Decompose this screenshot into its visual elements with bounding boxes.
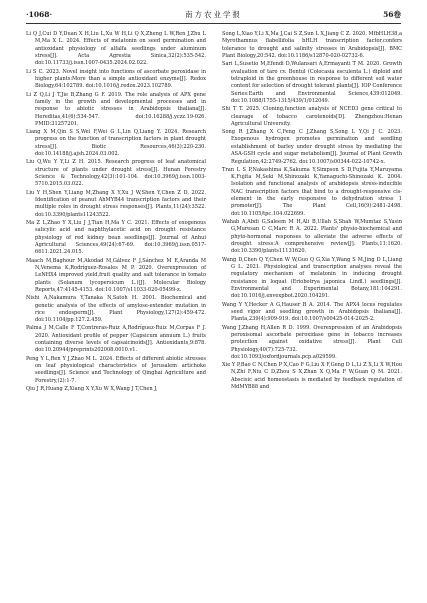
reference-entry: Maach M,Baghour M,Akodad M,Gálvez F J,Sánchez M E,Aranda M N,Venema K,Rodríguez-Rosales M P. 2020. Overexpression of LeNHX4 improved yield,fruit quality and salt tolerance in tomato plants (Solanum lycopersicum L.)[J]. Molecular Biology Reports,47:4145-4153. doi:10.1007/s11033-020-05499-z.	[26, 257, 206, 293]
reference-entry: Song R J,Zhang X C,Feng C J,Zhang S,Song L Y,Qi J C. 2023. Exogenous hydrogen promotes germination and seedling establishment of barley under drought stress by mediating the ASA-GSH cycle and sugar metabolism[J]. Journal of Plant Growth Regulation,42:2749-2762. doi:10.1007/s00344-022-10742-x.	[222, 129, 402, 165]
reference-entry: Qiu J R,Huang Z,Xiang X Y,Xu W X,Wang J T,Chen J,	[26, 385, 158, 392]
reference-entry: Nishi A,Nakamura Y,Tanaka N,Satoh H. 2001. Biochemical and genetic analysis of the effects of amylose-extender mutation in rice endosperm[J]. Plant Physiology,127(2):459-472. doi:10.1104/pp.127.2.459.	[26, 295, 206, 324]
header-rule	[26, 23, 401, 24]
reference-entry: Peng Y L,Ren Y J,Zhao M L. 2024. Effects of different abiotic stresses on leaf physiological characteristics of Jerusalem artichoke seedlings[J]. Science and Technology of Qinghai Agriculture and Forestry,(2):1-7.	[26, 355, 206, 384]
reference-entry: Li Q J,Cui D Y,Duan X H,Liu L,Xu W H,Li Q X,Zheng L W,Ren J,Zhu L M,Ma X L. 2024. Effects of melatonin on seed germination and antioxidant physiology of alfalfa seedlings under aluminum stress[J]. Acta Agrestia Sinica,32(2):535-542. doi:10.11733/j.issn.1007-0435.2024.02.022.	[26, 31, 206, 67]
references-right-column	[222, 31, 402, 392]
reference-entry: Liang X M,Qin S S,Wei F,Wei G L,Lin Q,Liang Y. 2024. Research progress on the function of transcription factors in plant drought stress[J]. Biotic Resources,46(3):220-230. doi:10.14188/j.ajsh.2024.03.002.	[26, 129, 206, 158]
reference-entry: Wang D,Chen Q Y,Chen W W,Guo Q G,Xia Y,Wang S M,Jing D L,Liang G L. 2021. Physiological and transcription analyses reveal the regulatory mechanism of melatonin in inducing drought resistance in loquat (Eriobotrya japonica Lindl.) seedlings[J]. Environmental and Experimental Botany,181:104291. doi:10.1016/j.envexpbot.2020.104291.	[222, 256, 402, 300]
reference-entry: Liu Q,Wu Y Y,Li Z H. 2015. Research progress of leaf anatomical structure of plants under drought stress[J]. Hunan Forestry Science & Technology,42(3):101-104. doi:10.3969/j.issn.1003-5710.2015.03.022.	[26, 159, 206, 188]
reference-entry: Wang Y Y,Hecker A G,Hauser B A. 2014. The APX4 locus regulates seed vigor and seedling growth in Arabidopsis thaliana[J]. Planta,239(4):909-919. doi:10.1007/s00425-014-2025-2.	[222, 301, 402, 323]
reference-entry: Xie Y P,Bao C N,Chen P X,Cao F G,Liu X F,Geng D L,Li Z X,Li X W,Hou N,Zhi F,Niu C D,Zhou S X,Zhan X Q,Ma F W,Guan Q M. 2021. Abscisic acid homeostasis is mediated by feedback regulation of MdMYB88 and	[222, 362, 402, 391]
reference-entry: Ma Z L,Zhao Y X,Liu J J,Tian H,Ma Y C. 2021. Effects of exogenous salicylic acid and naphthylacetic acid on drought resistance physiology of red kidney bean seedlings[J]. Journal of Anhui Agricultural Sciences,49(24):67-69. doi:10.3969/j.issn.0517-6611.2021.24.015.	[26, 219, 206, 256]
reference-entry: Li S C. 2023. Novel insight into functions of ascorbate peroxidase in higher plants:More than a simple antioxidant enzyme[J]. Redox Biology,64:102789. doi:10.1016/j.redox.2023.102789.	[26, 68, 206, 90]
page-number: ·1068·	[26, 10, 53, 19]
reference-entry: Shi T T. 2025. Cloning,function analysis of NCED3 gene critical to cleavage of tobacco carotenoids[D]. Zhengzhou:Henan Agricultural University.	[222, 106, 402, 127]
reference-entry: Wahab A,Abdi G,Saleem M H,Ali B,Ullah S,Shah W,Mumtaz S,Yasin G,Muresan C C,Marc R A. 2022. Plants' physio-biochemical and phyto-hormonal responses to alleviate the adverse effects of drought stress:A comprehensive review[J]. Plants,11:1620. doi:10.3390/plants11131620.	[222, 219, 402, 255]
reference-entry: Song L,Xiao Y,Li X,Ma J,Cai S Z,Sun L X,Jiang C Z. 2020. MfbHLH38,a Myrothamnus flabellifolia bHLH transcription factor,confers tolerance to drought and salinity stresses in Arabidopsis[J]. BMC Plant Biology,20:542. doi:10.1186/s12870-020-02732-6.	[222, 31, 402, 60]
references-left-column	[26, 31, 206, 394]
reference-entry: Li Z Q,Li J T,Jie B,Zhang G F. 2019. The role analysis of APX gene family in the growth and developmental processes and in response to abiotic stresses in Arabidopsis thaliana[J]. Hereditas,41(6):534-547. doi:10.16288/j.yczz.19-026. PMID:31257201.	[26, 91, 206, 127]
reference-entry: Palma J M,Calle F T,Contreras-Ruiz A,Rodríguez-Ruiz M,Corpas F J. 2020. Antioxidant profile of pepper (Capsicum annuum L.) fruits containing diverse levels of capsaicinoids[J]. Antioxidants,9:878. doi:10.20944/preprints202008.0010.v1.	[26, 325, 206, 354]
running-header	[26, 8, 401, 22]
reference-entry: Sari L,Susetio M,Efendi D,Wulansari A,Ermayanti T M. 2020. Growth evaluation of taro cv. Bentul (Colocasia esculenta L.) diploid and tetraploid in the greenhouse in response to different soil water content for selection of drought tolerant plants[J]. IOP Conference Series:Earth and Environmental Science,439:012049. doi:10.1088/1755-1315/439/1/012049.	[222, 61, 402, 104]
reference-entry: Liu Y H,Shen Y,Liang M,Zhang X Y,Xu J W,Shen Y,Chen Z D. 2022. Identification of peanut AhMYB44 transcription factors and their multiple roles in drought stress responses[J]. Plants,11(24):3522. doi:10.3390/plants11243522.	[26, 189, 206, 218]
volume-label: 56卷	[383, 10, 401, 19]
reference-entry: Tran L S P,Nakashima K,Sakuma Y,Simpson S D,Fujita Y,Maruyama K,Fujita M,Seki M,Shinozaki K,Yamaguchi-Shinozaki K. 2004. Isolation and functional analysis of arabidopsis stress-inducible NAC transcription factors that bind to a drought-responsive cis-element in the early responsive to dehydration stress 1 promoter[J]. The Plant Cell,16(9):2481-2498. doi:10.1105/tpc.104.022699.	[222, 166, 402, 217]
reference-entry: Wang J,Zhang H,Allen R D. 1999. Overexpression of an Arabidopsis peroxisomal ascorbate peroxidase gene in tobacco increases protection against oxidative stress[J]. Plant Cell Physiology,40(7):725-732. doi:10.1093/oxfordjournals.pcp.a029599.	[222, 324, 402, 360]
journal-title: 南方农业学报	[185, 10, 242, 19]
